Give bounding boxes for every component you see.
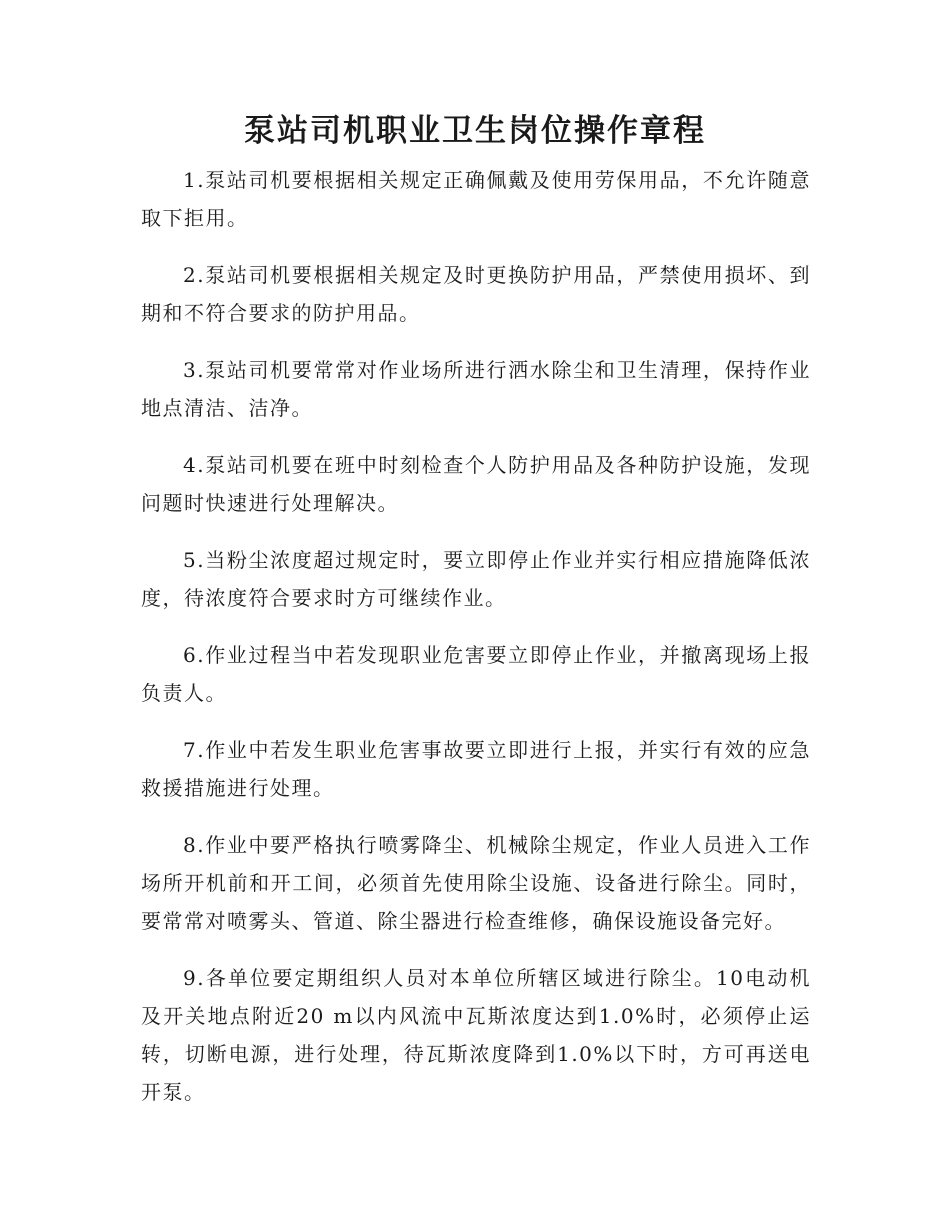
paragraph-7: 7.作业中若发生职业危害事故要立即进行上报，并实行有效的应急救援措施进行处理。 — [141, 738, 811, 800]
paragraph-3: 3.泵站司机要常常对作业场所进行洒水除尘和卫生清理，保持作业地点清洁、洁净。 — [141, 358, 811, 420]
paragraph-9: 9.各单位要定期组织人员对本单位所辖区域进行除尘。10电动机及开关地点附近20 m以内风流中瓦斯浓度达到1.0%时，必须停止运转，切断电源，进行处理，待瓦斯浓度降到1.0%以下时，方可再送电开泵。 — [141, 966, 811, 1104]
paragraph-5: 5.当粉尘浓度超过规定时，要立即停止作业并实行相应措施降低浓度，待浓度符合要求时方可继续作业。 — [141, 548, 811, 610]
document-title: 泵站司机职业卫生岗位操作章程 — [244, 113, 706, 149]
paragraph-2: 2.泵站司机要根据相关规定及时更换防护用品，严禁使用损坏、到期和不符合要求的防护用品。 — [141, 263, 811, 325]
paragraph-6: 6.作业过程当中若发现职业危害要立即停止作业，并撤离现场上报负责人。 — [141, 643, 811, 705]
paragraph-1: 1.泵站司机要根据相关规定正确佩戴及使用劳保用品，不允许随意取下拒用。 — [141, 168, 811, 230]
paragraph-8: 8.作业中要严格执行喷雾降尘、机械除尘规定，作业人员进入工作场所开机前和开工间，必须首先使用除尘设施、设备进行除尘。同时，要常常对喷雾头、管道、除尘器进行检查维修，确保设施设备完好。 — [141, 833, 811, 933]
paragraph-4: 4.泵站司机要在班中时刻检查个人防护用品及各种防护设施，发现问题时快速进行处理解决。 — [141, 453, 811, 515]
document-body — [141, 161, 811, 1130]
